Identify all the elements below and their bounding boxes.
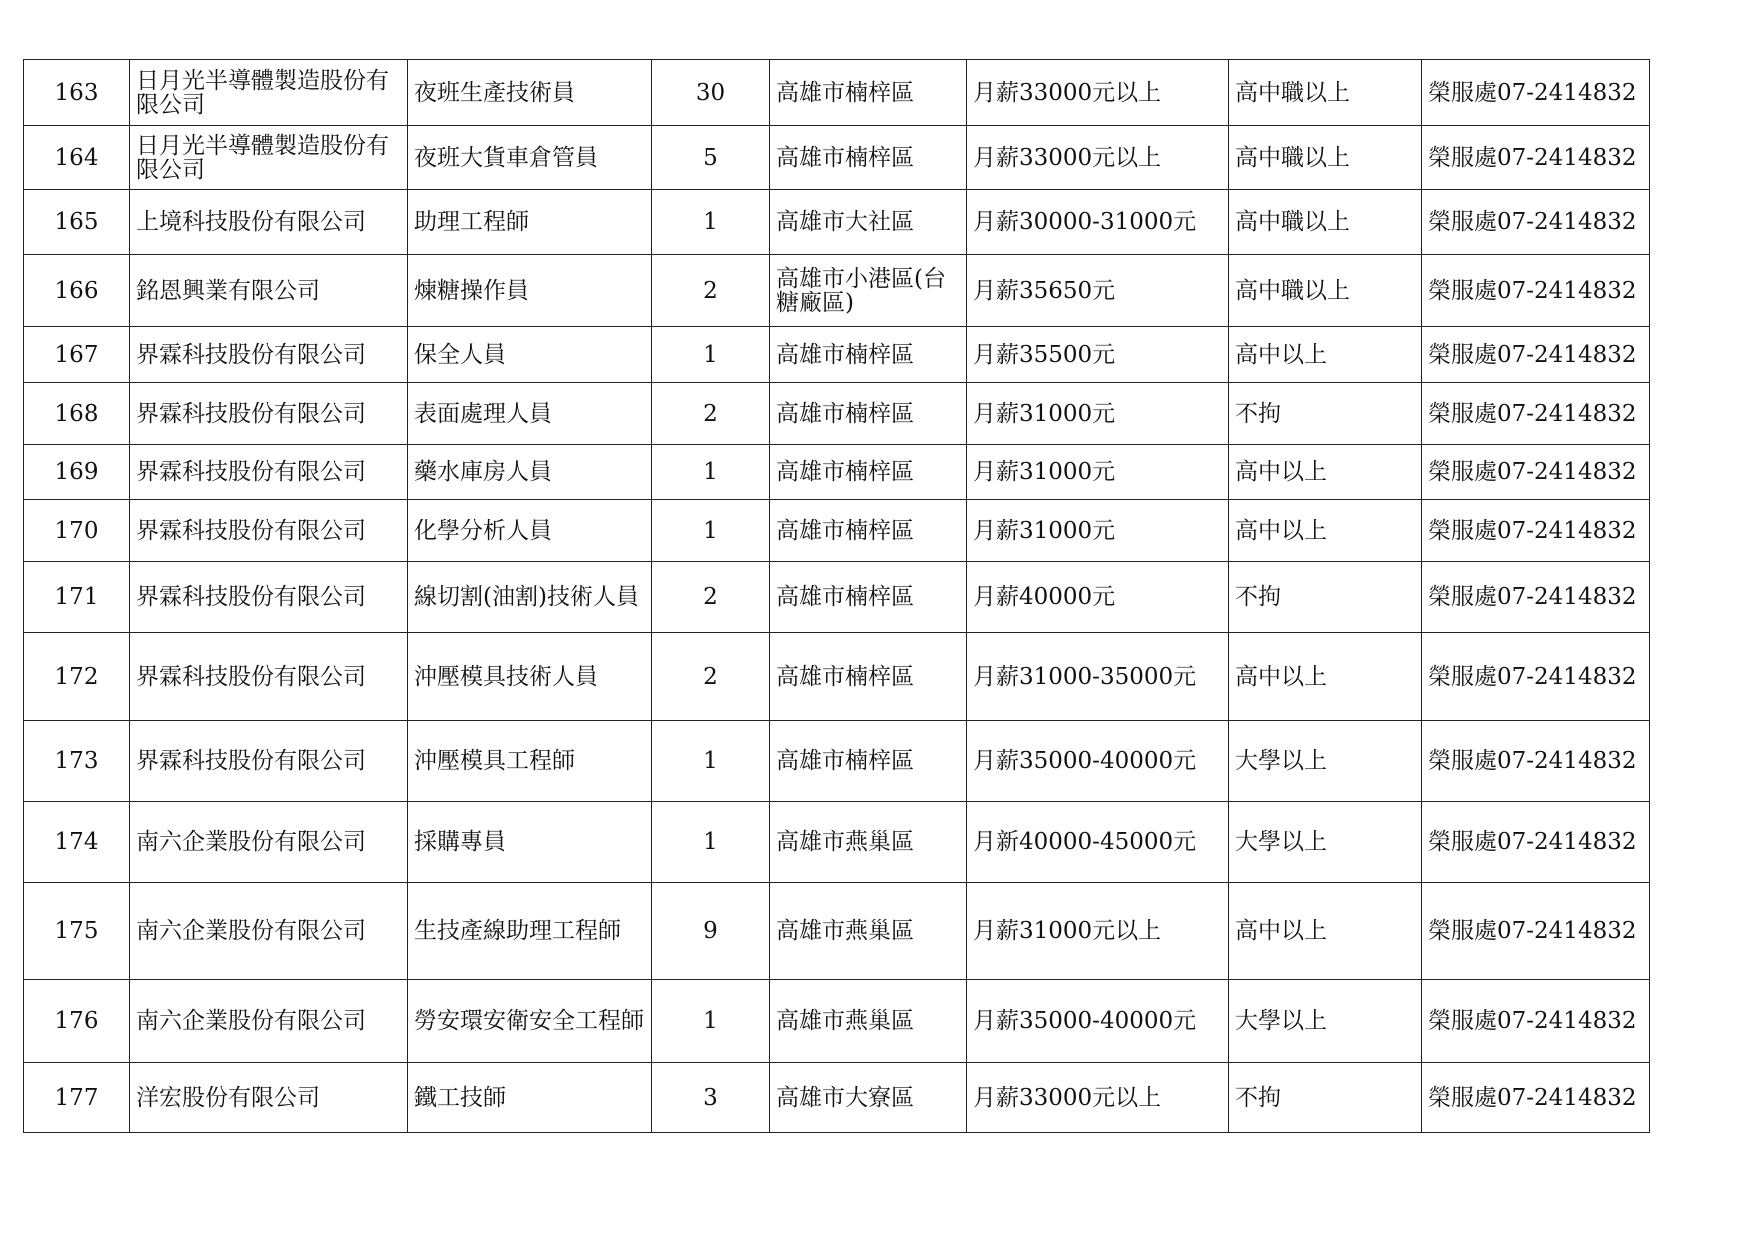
job-title: 沖壓模具技術人員 <box>408 633 652 721</box>
contact-info: 榮服處07-2414832 <box>1422 445 1650 500</box>
table-row <box>24 126 1650 190</box>
salary: 月薪33000元以上 <box>967 60 1229 126</box>
row-number: 165 <box>24 190 130 255</box>
table-row <box>24 190 1650 255</box>
job-title: 線切割(油割)技術人員 <box>408 562 652 633</box>
table-row <box>24 721 1650 802</box>
headcount: 1 <box>652 190 770 255</box>
education-requirement: 高中以上 <box>1229 633 1422 721</box>
company-name: 南六企業股份有限公司 <box>130 802 408 883</box>
work-location: 高雄市燕巢區 <box>770 802 967 883</box>
table-row <box>24 327 1650 383</box>
row-number: 173 <box>24 721 130 802</box>
row-number: 174 <box>24 802 130 883</box>
company-name: 界霖科技股份有限公司 <box>130 633 408 721</box>
education-requirement: 高中以上 <box>1229 445 1422 500</box>
education-requirement: 高中以上 <box>1229 883 1422 980</box>
salary: 月薪31000-35000元 <box>967 633 1229 721</box>
job-title: 煉糖操作員 <box>408 255 652 327</box>
job-title: 保全人員 <box>408 327 652 383</box>
row-number: 169 <box>24 445 130 500</box>
headcount: 1 <box>652 327 770 383</box>
company-name: 銘恩興業有限公司 <box>130 255 408 327</box>
salary: 月薪31000元 <box>967 500 1229 562</box>
work-location: 高雄市楠梓區 <box>770 633 967 721</box>
row-number: 170 <box>24 500 130 562</box>
contact-info: 榮服處07-2414832 <box>1422 721 1650 802</box>
contact-info: 榮服處07-2414832 <box>1422 633 1650 721</box>
headcount: 9 <box>652 883 770 980</box>
row-number: 172 <box>24 633 130 721</box>
company-name: 界霖科技股份有限公司 <box>130 721 408 802</box>
work-location: 高雄市大寮區 <box>770 1063 967 1133</box>
headcount: 2 <box>652 383 770 445</box>
row-number: 164 <box>24 126 130 190</box>
job-title: 助理工程師 <box>408 190 652 255</box>
education-requirement: 不拘 <box>1229 1063 1422 1133</box>
education-requirement: 高中職以上 <box>1229 190 1422 255</box>
work-location: 高雄市楠梓區 <box>770 383 967 445</box>
salary: 月薪33000元以上 <box>967 126 1229 190</box>
row-number: 163 <box>24 60 130 126</box>
row-number: 175 <box>24 883 130 980</box>
contact-info: 榮服處07-2414832 <box>1422 383 1650 445</box>
headcount: 1 <box>652 802 770 883</box>
headcount: 3 <box>652 1063 770 1133</box>
salary: 月薪35000-40000元 <box>967 980 1229 1063</box>
education-requirement: 高中以上 <box>1229 500 1422 562</box>
contact-info: 榮服處07-2414832 <box>1422 327 1650 383</box>
salary: 月薪35650元 <box>967 255 1229 327</box>
contact-info: 榮服處07-2414832 <box>1422 190 1650 255</box>
salary: 月薪40000元 <box>967 562 1229 633</box>
job-title: 夜班大貨車倉管員 <box>408 126 652 190</box>
work-location: 高雄市楠梓區 <box>770 126 967 190</box>
headcount: 2 <box>652 255 770 327</box>
table-row <box>24 445 1650 500</box>
salary: 月薪31000元以上 <box>967 883 1229 980</box>
work-location: 高雄市小港區(台糖廠區) <box>770 255 967 327</box>
work-location: 高雄市楠梓區 <box>770 445 967 500</box>
job-title: 化學分析人員 <box>408 500 652 562</box>
row-number: 171 <box>24 562 130 633</box>
contact-info: 榮服處07-2414832 <box>1422 126 1650 190</box>
contact-info: 榮服處07-2414832 <box>1422 1063 1650 1133</box>
company-name: 洋宏股份有限公司 <box>130 1063 408 1133</box>
company-name: 界霖科技股份有限公司 <box>130 327 408 383</box>
job-title: 夜班生產技術員 <box>408 60 652 126</box>
company-name: 南六企業股份有限公司 <box>130 883 408 980</box>
education-requirement: 不拘 <box>1229 383 1422 445</box>
row-number: 177 <box>24 1063 130 1133</box>
contact-info: 榮服處07-2414832 <box>1422 562 1650 633</box>
company-name: 界霖科技股份有限公司 <box>130 383 408 445</box>
salary: 月薪30000-31000元 <box>967 190 1229 255</box>
contact-info: 榮服處07-2414832 <box>1422 500 1650 562</box>
work-location: 高雄市楠梓區 <box>770 562 967 633</box>
work-location: 高雄市楠梓區 <box>770 500 967 562</box>
row-number: 168 <box>24 383 130 445</box>
table-row <box>24 802 1650 883</box>
job-title: 鐵工技師 <box>408 1063 652 1133</box>
salary: 月薪35000-40000元 <box>967 721 1229 802</box>
work-location: 高雄市大社區 <box>770 190 967 255</box>
job-listing-table <box>23 59 1650 1133</box>
contact-info: 榮服處07-2414832 <box>1422 60 1650 126</box>
salary: 月薪33000元以上 <box>967 1063 1229 1133</box>
work-location: 高雄市楠梓區 <box>770 60 967 126</box>
education-requirement: 高中職以上 <box>1229 60 1422 126</box>
work-location: 高雄市楠梓區 <box>770 327 967 383</box>
education-requirement: 不拘 <box>1229 562 1422 633</box>
work-location: 高雄市楠梓區 <box>770 721 967 802</box>
education-requirement: 高中職以上 <box>1229 255 1422 327</box>
table-row <box>24 980 1650 1063</box>
job-title: 採購專員 <box>408 802 652 883</box>
education-requirement: 高中職以上 <box>1229 126 1422 190</box>
company-name: 上境科技股份有限公司 <box>130 190 408 255</box>
headcount: 30 <box>652 60 770 126</box>
table-row <box>24 883 1650 980</box>
row-number: 167 <box>24 327 130 383</box>
salary: 月薪31000元 <box>967 383 1229 445</box>
headcount: 1 <box>652 980 770 1063</box>
table-row <box>24 1063 1650 1133</box>
table-row <box>24 60 1650 126</box>
job-title: 藥水庫房人員 <box>408 445 652 500</box>
company-name: 日月光半導體製造股份有限公司 <box>130 60 408 126</box>
headcount: 2 <box>652 633 770 721</box>
education-requirement: 高中以上 <box>1229 327 1422 383</box>
company-name: 界霖科技股份有限公司 <box>130 500 408 562</box>
table-row <box>24 383 1650 445</box>
job-title: 表面處理人員 <box>408 383 652 445</box>
headcount: 1 <box>652 721 770 802</box>
table-row <box>24 500 1650 562</box>
company-name: 界霖科技股份有限公司 <box>130 445 408 500</box>
salary: 月新40000-45000元 <box>967 802 1229 883</box>
company-name: 日月光半導體製造股份有限公司 <box>130 126 408 190</box>
row-number: 166 <box>24 255 130 327</box>
contact-info: 榮服處07-2414832 <box>1422 802 1650 883</box>
headcount: 1 <box>652 445 770 500</box>
contact-info: 榮服處07-2414832 <box>1422 255 1650 327</box>
table-row <box>24 255 1650 327</box>
job-title: 生技產線助理工程師 <box>408 883 652 980</box>
education-requirement: 大學以上 <box>1229 802 1422 883</box>
table-row <box>24 562 1650 633</box>
salary: 月薪31000元 <box>967 445 1229 500</box>
headcount: 2 <box>652 562 770 633</box>
company-name: 界霖科技股份有限公司 <box>130 562 408 633</box>
headcount: 5 <box>652 126 770 190</box>
job-title: 沖壓模具工程師 <box>408 721 652 802</box>
contact-info: 榮服處07-2414832 <box>1422 883 1650 980</box>
salary: 月薪35500元 <box>967 327 1229 383</box>
work-location: 高雄市燕巢區 <box>770 883 967 980</box>
table-row <box>24 633 1650 721</box>
headcount: 1 <box>652 500 770 562</box>
education-requirement: 大學以上 <box>1229 721 1422 802</box>
education-requirement: 大學以上 <box>1229 980 1422 1063</box>
row-number: 176 <box>24 980 130 1063</box>
job-title: 勞安環安衛安全工程師 <box>408 980 652 1063</box>
work-location: 高雄市燕巢區 <box>770 980 967 1063</box>
company-name: 南六企業股份有限公司 <box>130 980 408 1063</box>
contact-info: 榮服處07-2414832 <box>1422 980 1650 1063</box>
